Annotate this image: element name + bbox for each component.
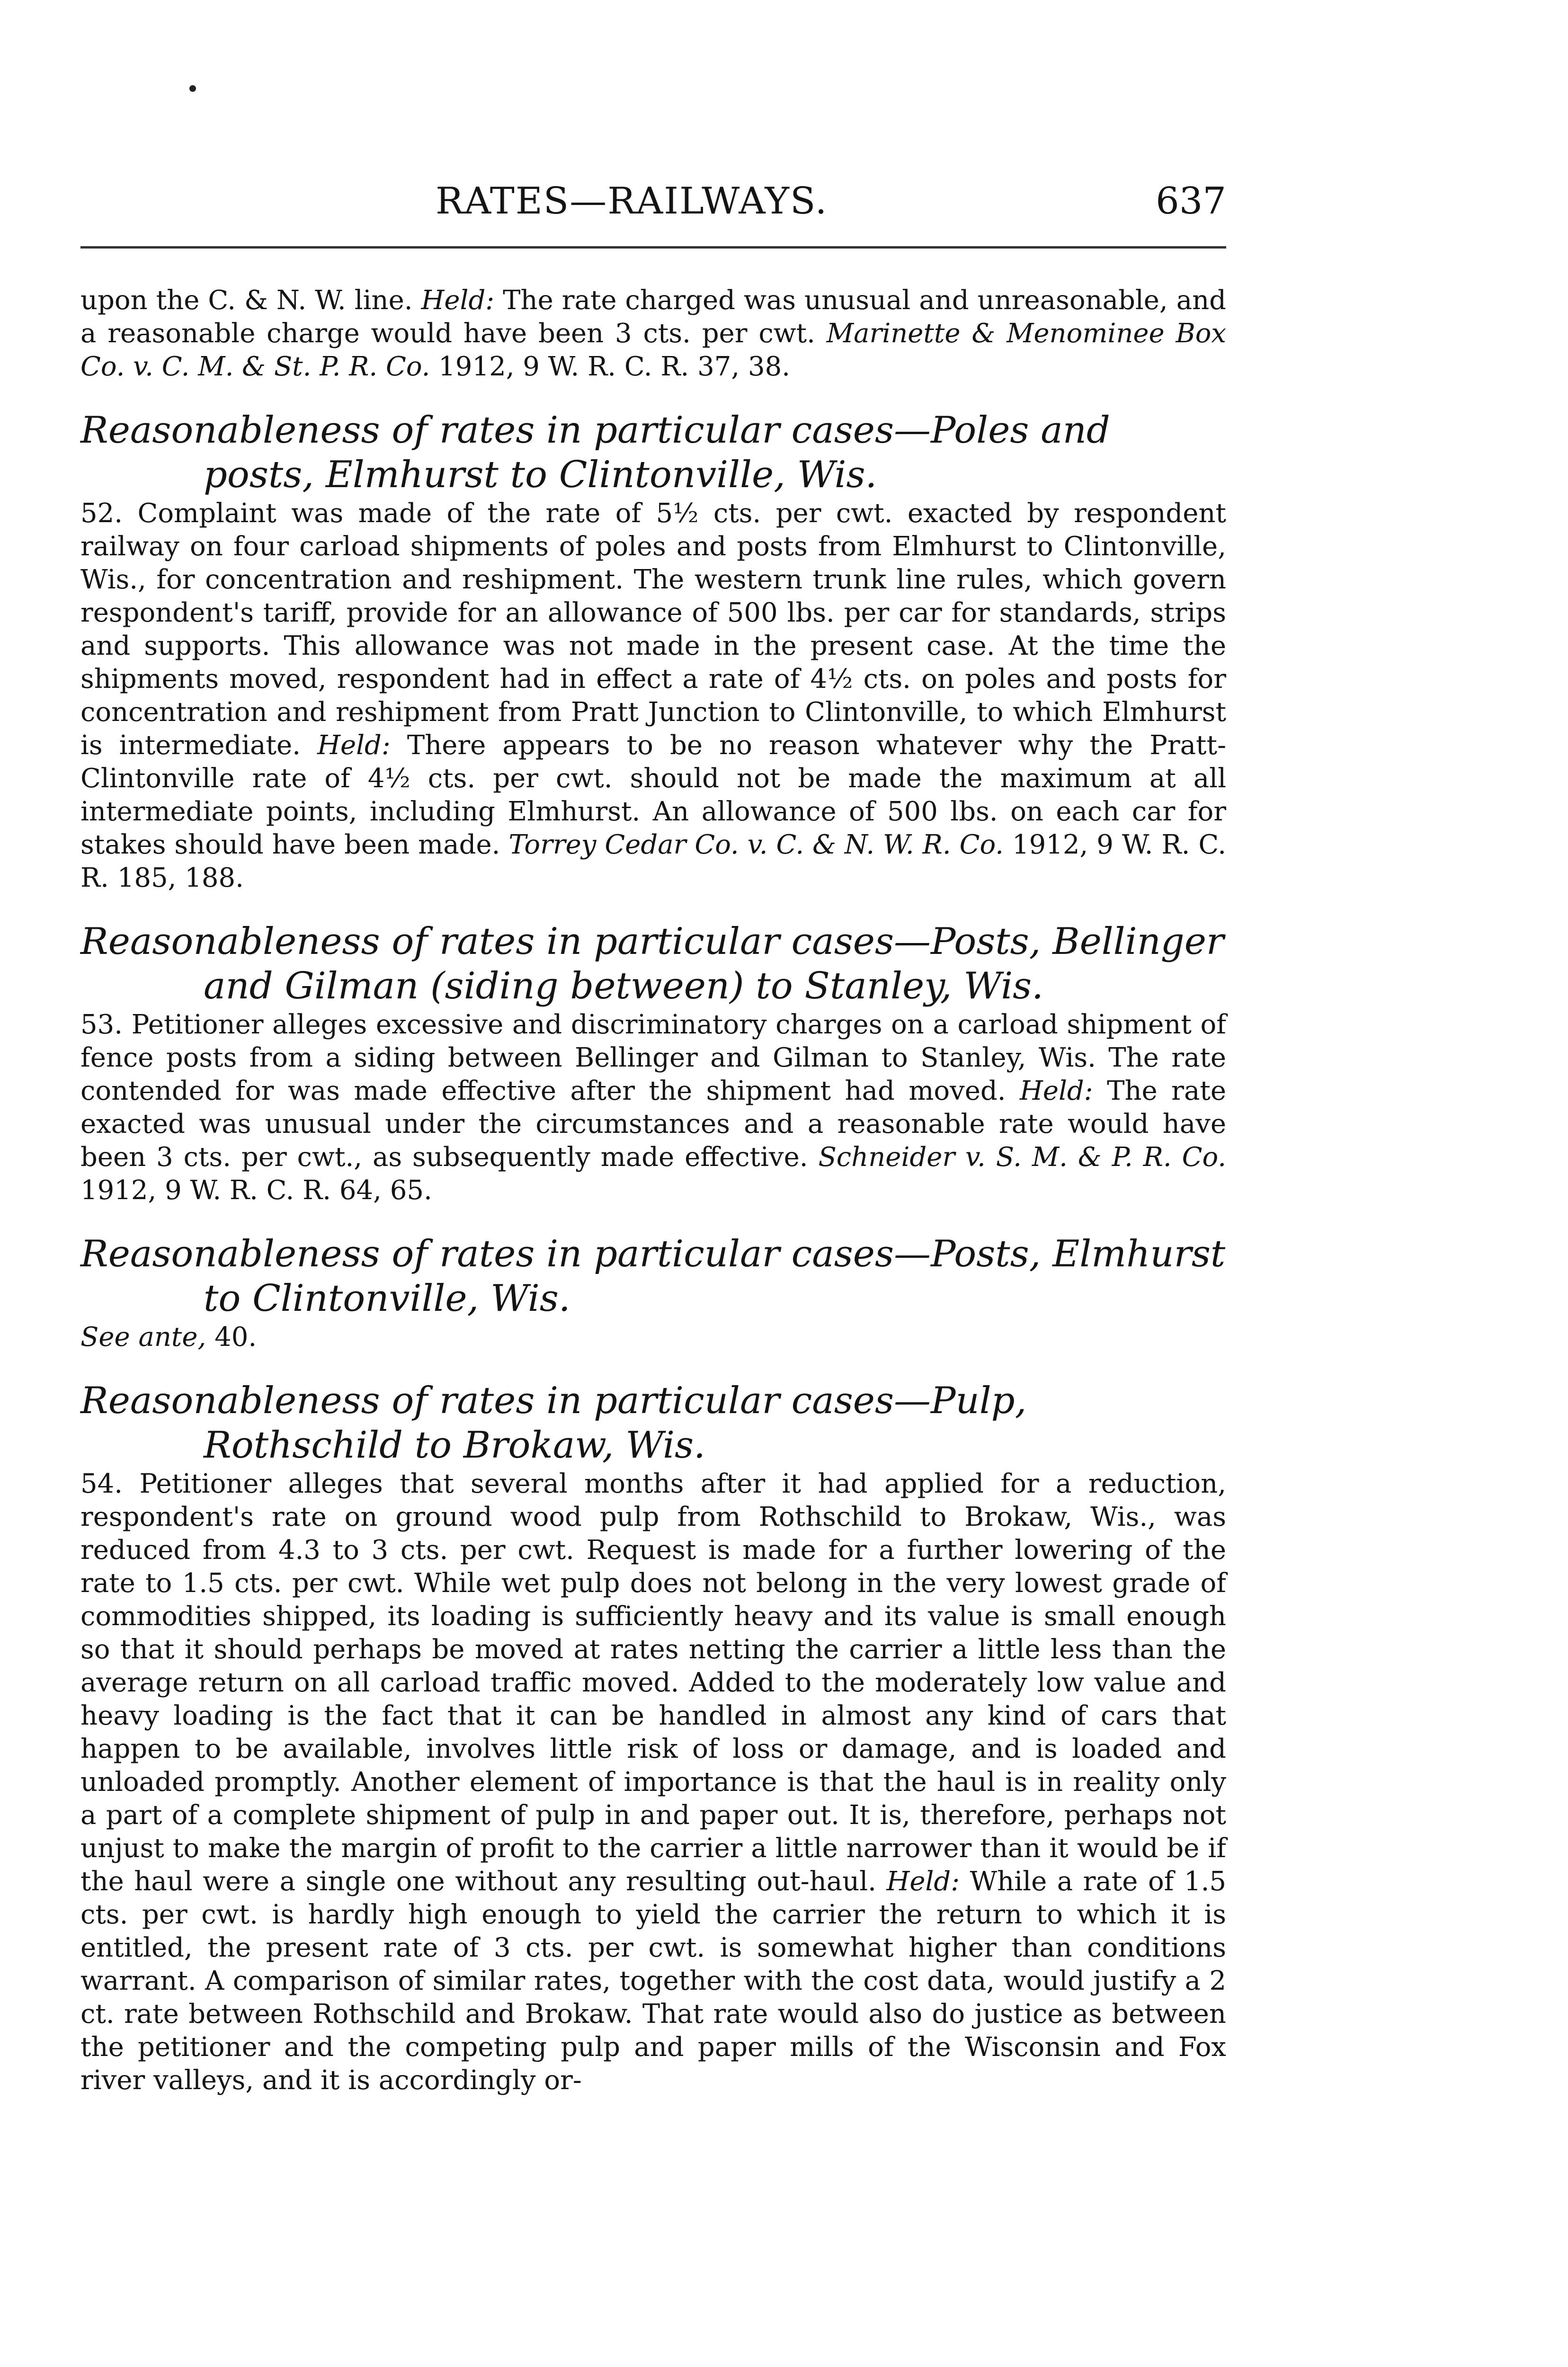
continued-paragraph: [80, 284, 1226, 383]
text: While a rate of 1.5 cts. per cwt. is hardly high enough to yield the carrier the return to which it is entitled, the present rate of 3 cts. per cwt. is somewhat higher than conditions warrant. A comparison of similar rates, together with the cost data, would justify a 2 ct. rate between Rothschild and Brokaw. That rate would also do justice as between the petitioner and the competing pulp and paper mills of the Wisconsin and Fox river valleys, and it is accordingly or-: [80, 1866, 1226, 2096]
text: The rate charged was unusual and unreasonable, and a reasonable charge would have been 3 cts. per cwt.: [80, 285, 1226, 349]
paragraph-52: [80, 497, 1226, 895]
stray-mark: [189, 85, 196, 92]
held-label: Held:: [1020, 1076, 1093, 1106]
running-head: RATES—RAILWAYS.: [436, 180, 828, 222]
paragraph-54: [80, 1468, 1226, 2097]
document-page: [80, 0, 1226, 2367]
paragraph-53: [80, 1008, 1226, 1207]
section-heading: Reasonableness of rates in particular cases—Posts, Bellinger and Gilman (siding between) to Stanley, Wis.: [80, 920, 1224, 1007]
citation: 1912, 9 W. R. C. R. 64, 65.: [80, 1175, 432, 1206]
citation: 1912, 9 W. R. C. R. 185, 188.: [80, 829, 1226, 893]
cross-reference: [80, 1321, 1226, 1354]
text: The rate exacted was unusual under the circumstances and a reasonable rate would have been 3 cts. per cwt., as subsequently made effective.: [80, 1076, 1226, 1173]
section-heading: Reasonableness of rates in particular cases—Pulp, Rothschild to Brokaw, Wis.: [80, 1379, 1027, 1467]
text: 53. Petitioner alleges excessive and discriminatory charges on a carload shipment of fence posts from a siding between Bellinger and Gilman to Stanley, Wis. The rate contended for was made effective after the shipment had moved.: [80, 1009, 1226, 1106]
case-name: Marinette & Menominee Box Co. v. C. M. & St. P. R. Co.: [80, 318, 1226, 382]
page-number: 637: [1156, 180, 1226, 222]
section-heading: Reasonableness of rates in particular cases—Posts, Elmhurst to Clintonville, Wis.: [80, 1233, 1226, 1320]
header-rule: [80, 246, 1226, 249]
held-label: Held:: [421, 285, 495, 316]
see-label: See ante,: [80, 1322, 206, 1353]
page-body: [80, 284, 1226, 2097]
case-name: Schneider v. S. M. & P. R. Co.: [818, 1142, 1226, 1173]
text: 54. Petitioner alleges that several months after it had applied for a reduction, respondent's rate on ground wood pulp from Rothschild to Brokaw, Wis., was reduced from 4.3 to 3 cts. per cwt. Request is made for a further lowering of the rate to 1.5 cts. per cwt. While wet pulp does not belong in the very lowest grade of commodities shipped, its loading is sufficiently heavy and its value is small enough so that it should perhaps be moved at rates netting the carrier a little less than the average return on all carload traffic moved. Added to the moderately low value and heavy loading is the fact that it can be handled in almost any kind of cars that happen to be available, involves little risk of loss or damage, and is loaded and unloaded promptly. Another element of importance is that the haul is in reality only a part of a complete shipment of pulp in and paper out. It is, therefore, perhaps not unjust to make the margin of profit to the carrier a little narrower than it would be if the haul were a single one without any resulting out-haul.: [80, 1468, 1226, 1897]
text: 52. Complaint was made of the rate of 5½ cts. per cwt. exacted by respondent railway on four carload shipments of poles and posts from Elmhurst to Clintonville, Wis., for concentration and reshipment. The western trunk line rules, which govern respondent's tariff, provide for an allowance of 500 lbs. per car for standards, strips and supports. This allowance was not made in the present case. At the time the shipments moved, respondent had in effect a rate of 4½ cts. on poles and posts for concentration and reshipment from Pratt Junction to Clintonville, to which Elmhurst is intermediate.: [80, 498, 1226, 761]
reference: 40.: [206, 1322, 257, 1353]
text: upon the C. & N. W. line.: [80, 285, 421, 316]
section-heading: Reasonableness of rates in particular cases—Poles and posts, Elmhurst to Clintonville, Wis.: [80, 409, 1110, 496]
citation: 1912, 9 W. R. C. R. 37, 38.: [430, 351, 790, 382]
case-name: Torrey Cedar Co. v. C. & N. W. R. Co.: [508, 829, 1004, 860]
held-label: Held:: [317, 730, 391, 761]
held-label: Held:: [886, 1866, 960, 1897]
text: There appears to be no reason whatever why the Pratt-Clintonville rate of 4½ cts. per cwt. should not be made the maximum at all intermediate points, including Elmhurst. An allowance of 500 lbs. on each car for stakes should have been made.: [80, 730, 1226, 860]
page-header: [80, 180, 1226, 232]
